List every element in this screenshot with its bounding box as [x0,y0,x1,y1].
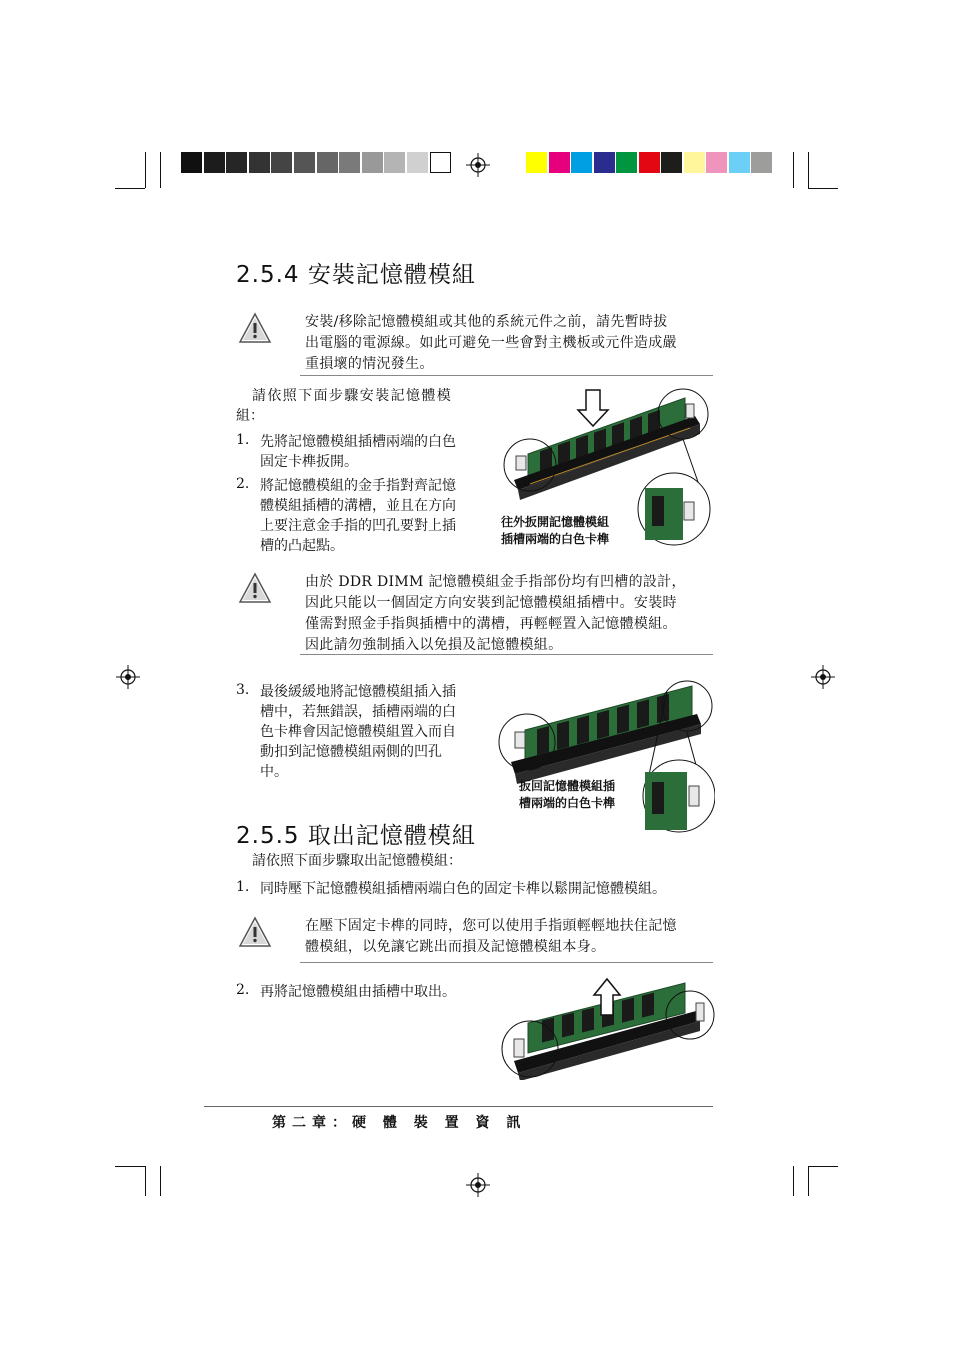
caution-note-3: 在壓下固定卡榫的同時，您可以使用手指頭輕輕地扶住記憶 體模組，以免讓它跳出而損及記憶體模組本身。 [305,918,677,955]
caution-rule [300,962,713,963]
step-number: 3. [236,682,250,698]
remove-step-2: 再將記憶體模組由插槽中取出。 [260,984,456,1000]
color-swatch [294,152,315,173]
caution-note-1: 安裝/移除記憶體模組或其他的系統元件之前，請先暫時拔 出電腦的電源線。如此可避免一些會對主機板或元件造成嚴 重損壞的情況發生。 [305,314,677,372]
color-swatch [594,152,615,173]
figure-2-caption: 扳回記憶體模組插 槽兩端的白色卡榫 [519,779,616,810]
remove-intro: 請依照下面步驟取出記憶體模組： [252,853,462,869]
color-swatch [339,152,360,173]
footer-rule [204,1106,713,1107]
color-swatch [384,152,405,173]
color-swatch [661,152,682,173]
registration-mark-bottom-icon [466,1173,490,1197]
caution-icon [238,572,272,604]
step-number: 1. [236,432,250,448]
install-step-2: 將記憶體模組的金手指對齊記憶 體模組插槽的溝槽，並且在方向 上要注意金手指的凹孔要對上插 槽的凸起點。 [260,478,456,554]
color-swatch [639,152,660,173]
caution-rule [300,654,713,655]
color-swatch [204,152,225,173]
install-intro: 請依照下面步驟安裝記憶體模 組： [236,388,453,424]
install-step-3: 最後緩緩地將記憶體模組插入插 槽中，若無錯誤，插槽兩端的白 色卡榫會因記憶體模組置入而自 動扣到記憶體模組兩側的凹孔 中。 [260,684,456,780]
section-title-remove: 2.5.5 取出記憶體模組 [236,823,476,849]
section-title-install: 2.5.4 安裝記憶體模組 [236,262,476,288]
caution-rule [300,375,713,376]
step-number: 2. [236,476,250,492]
color-swatch [684,152,705,173]
color-swatch [549,152,570,173]
color-swatch [407,152,428,173]
caution-icon [238,916,272,948]
color-swatch [526,152,547,173]
color-swatch [271,152,292,173]
step-number: 2. [236,982,250,998]
color-swatch [430,152,451,173]
color-swatch [729,152,750,173]
color-swatch [181,152,202,173]
color-swatch [226,152,247,173]
registration-mark-left-icon [116,665,140,689]
color-swatch [249,152,270,173]
remove-step-1: 同時壓下記憶體模組插槽兩端白色的固定卡榫以鬆開記憶體模組。 [260,881,666,897]
step-number: 1. [236,879,250,895]
install-step-1: 先將記憶體模組插槽兩端的白色 固定卡榫扳開。 [260,434,456,470]
registration-mark-top-icon [466,153,490,177]
figure-1-caption: 往外扳開記憶體模組 插槽兩端的白色卡榫 [501,515,610,546]
color-swatch [706,152,727,173]
caution-note-2: 由於 DDR DIMM 記憶體模組金手指部份均有凹槽的設計， 因此只能以一個固定方向安裝到記憶體模組插槽中。安裝時 僅需對照金手指與插槽中的溝槽，再輕輕置入記憶體模組。 因此請勿強制插入以免損及記憶體模組。 [305,574,686,653]
footer-chapter: 第二章：硬 體 裝 置 資 訊 [272,1115,527,1131]
color-swatch [317,152,338,173]
figure-dimm-removal [500,975,715,1080]
color-swatch [362,152,383,173]
caution-icon [238,312,272,344]
color-swatch [616,152,637,173]
color-swatch [571,152,592,173]
color-swatch [751,152,772,173]
registration-mark-right-icon [811,665,835,689]
